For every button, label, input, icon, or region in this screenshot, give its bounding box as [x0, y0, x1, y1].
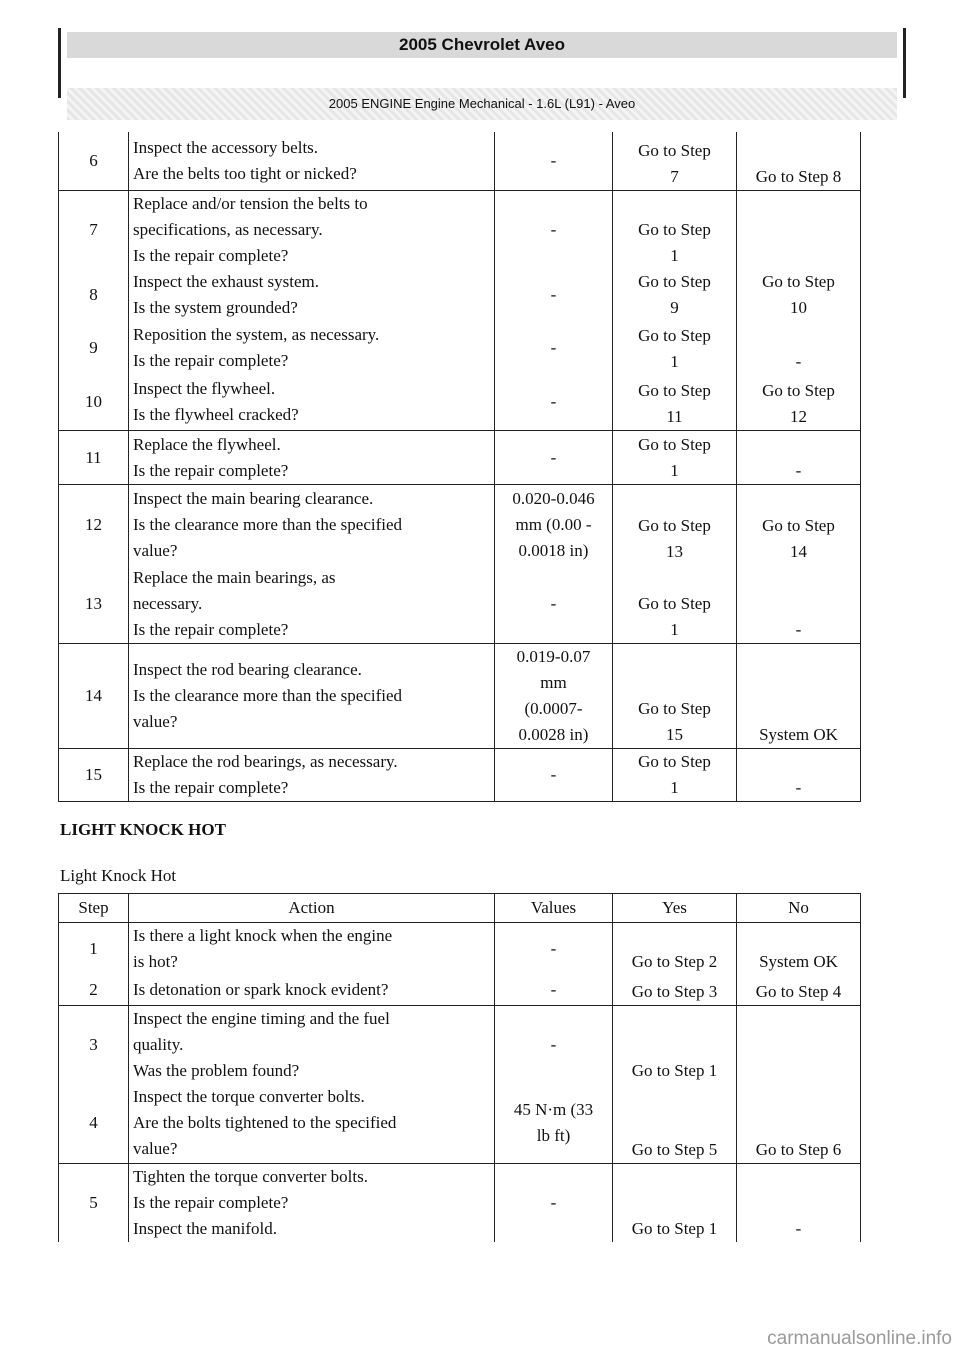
- table-row: [59, 269, 861, 321]
- table-row: [59, 923, 861, 976]
- cell-step: 3: [59, 1005, 129, 1084]
- table-row: [59, 565, 861, 644]
- cell-action: Tighten the torque converter bolts. Is the repair complete? Inspect the manifold.: [129, 1164, 495, 1243]
- cell-yes: Go to Step 1: [613, 190, 737, 269]
- cell-values: 45 N·m (33 lb ft): [495, 1084, 613, 1164]
- cell-yes: Go to Step 9: [613, 269, 737, 321]
- cell-values: -: [495, 431, 613, 485]
- cell-no: Go to Step 14: [737, 485, 861, 565]
- cell-yes: Go to Step 5: [613, 1084, 737, 1164]
- cell-action: Inspect the flywheel. Is the flywheel cracked?: [129, 375, 495, 431]
- cell-no: -: [737, 431, 861, 485]
- diagnostic-table-continued: [58, 132, 861, 802]
- cell-action: Inspect the main bearing clearance. Is the clearance more than the specified value?: [129, 485, 495, 565]
- cell-values: -: [495, 321, 613, 375]
- cell-action: Reposition the system, as necessary. Is the repair complete?: [129, 321, 495, 375]
- cell-values: 0.020-0.046 mm (0.00 - 0.0018 in): [495, 485, 613, 565]
- cell-values: -: [495, 975, 613, 1005]
- cell-step: 8: [59, 269, 129, 321]
- cell-step: 6: [59, 132, 129, 190]
- document-header: [58, 28, 906, 111]
- cell-action: Is there a light knock when the engine is hot?: [129, 923, 495, 976]
- cell-action: Inspect the engine timing and the fuel quality. Was the problem found?: [129, 1005, 495, 1084]
- cell-action: Replace and/or tension the belts to specifications, as necessary. Is the repair complete?: [129, 190, 495, 269]
- cell-action: Is detonation or spark knock evident?: [129, 975, 495, 1005]
- header-yes: Yes: [613, 894, 737, 923]
- section-subtitle: Light Knock Hot: [60, 866, 177, 885]
- cell-action: Inspect the torque converter bolts. Are the bolts tightened to the specified value?: [129, 1084, 495, 1164]
- cell-no: System OK: [737, 923, 861, 976]
- cell-values: -: [495, 748, 613, 801]
- cell-step: 12: [59, 485, 129, 565]
- cell-no: Go to Step 6: [737, 1084, 861, 1164]
- cell-no: Go to Step 12: [737, 375, 861, 431]
- cell-yes: Go to Step 15: [613, 643, 737, 748]
- table-row: [59, 132, 861, 190]
- cell-no: [737, 190, 861, 269]
- cell-yes: Go to Step 1: [613, 321, 737, 375]
- cell-yes: Go to Step 3: [613, 975, 737, 1005]
- cell-step: 1: [59, 923, 129, 976]
- header-step: Step: [59, 894, 129, 923]
- cell-no: System OK: [737, 643, 861, 748]
- cell-step: 13: [59, 565, 129, 644]
- table-row: [59, 375, 861, 431]
- cell-values: -: [495, 375, 613, 431]
- cell-yes: Go to Step 13: [613, 485, 737, 565]
- document-title: 2005 Chevrolet Aveo: [67, 32, 897, 58]
- cell-yes: Go to Step 1: [613, 748, 737, 801]
- cell-step: 4: [59, 1084, 129, 1164]
- cell-no: -: [737, 321, 861, 375]
- cell-values: -: [495, 132, 613, 190]
- header-values: Values: [495, 894, 613, 923]
- cell-step: 5: [59, 1164, 129, 1243]
- cell-values: -: [495, 190, 613, 269]
- table-row: [59, 1084, 861, 1164]
- cell-yes: Go to Step 1: [613, 1164, 737, 1243]
- watermark: carmanualsonline.info: [767, 1328, 952, 1349]
- table-row: [59, 1164, 861, 1243]
- table-row: [59, 321, 861, 375]
- cell-values: -: [495, 565, 613, 644]
- table-row: [59, 975, 861, 1005]
- table-row: [59, 431, 861, 485]
- cell-no: -: [737, 565, 861, 644]
- document-subtitle: 2005 ENGINE Engine Mechanical - 1.6L (L91) - Aveo: [67, 88, 897, 120]
- cell-step: 11: [59, 431, 129, 485]
- cell-values: 0.019-0.07 mm (0.0007- 0.0028 in): [495, 643, 613, 748]
- cell-yes: Go to Step 7: [613, 132, 737, 190]
- cell-no: -: [737, 748, 861, 801]
- table-row: [59, 1005, 861, 1084]
- cell-action: Replace the main bearings, as necessary. Is the repair complete?: [129, 565, 495, 644]
- cell-step: 9: [59, 321, 129, 375]
- cell-step: 7: [59, 190, 129, 269]
- cell-step: 14: [59, 643, 129, 748]
- cell-values: -: [495, 1005, 613, 1084]
- cell-yes: Go to Step 11: [613, 375, 737, 431]
- cell-values: -: [495, 1164, 613, 1243]
- cell-yes: Go to Step 1: [613, 431, 737, 485]
- table-header-row: [59, 894, 861, 923]
- header-no: No: [737, 894, 861, 923]
- table-row: [59, 485, 861, 565]
- cell-step: 15: [59, 748, 129, 801]
- cell-action: Replace the rod bearings, as necessary. Is the repair complete?: [129, 748, 495, 801]
- cell-no: Go to Step 10: [737, 269, 861, 321]
- cell-action: Inspect the rod bearing clearance. Is the clearance more than the specified value?: [129, 643, 495, 748]
- light-knock-hot-table: [58, 893, 861, 1242]
- cell-values: -: [495, 269, 613, 321]
- cell-action: Inspect the accessory belts. Are the belts too tight or nicked?: [129, 132, 495, 190]
- cell-no: Go to Step 8: [737, 132, 861, 190]
- section-title: LIGHT KNOCK HOT: [60, 820, 226, 839]
- cell-yes: Go to Step 1: [613, 1005, 737, 1084]
- table-row: [59, 190, 861, 269]
- table-row: [59, 748, 861, 801]
- cell-step: 2: [59, 975, 129, 1005]
- cell-yes: Go to Step 2: [613, 923, 737, 976]
- table-row: [59, 643, 861, 748]
- cell-action: Inspect the exhaust system. Is the system grounded?: [129, 269, 495, 321]
- cell-step: 10: [59, 375, 129, 431]
- cell-yes: Go to Step 1: [613, 565, 737, 644]
- cell-no: [737, 1005, 861, 1084]
- header-action: Action: [129, 894, 495, 923]
- cell-no: -: [737, 1164, 861, 1243]
- cell-action: Replace the flywheel. Is the repair complete?: [129, 431, 495, 485]
- cell-no: Go to Step 4: [737, 975, 861, 1005]
- cell-values: -: [495, 923, 613, 976]
